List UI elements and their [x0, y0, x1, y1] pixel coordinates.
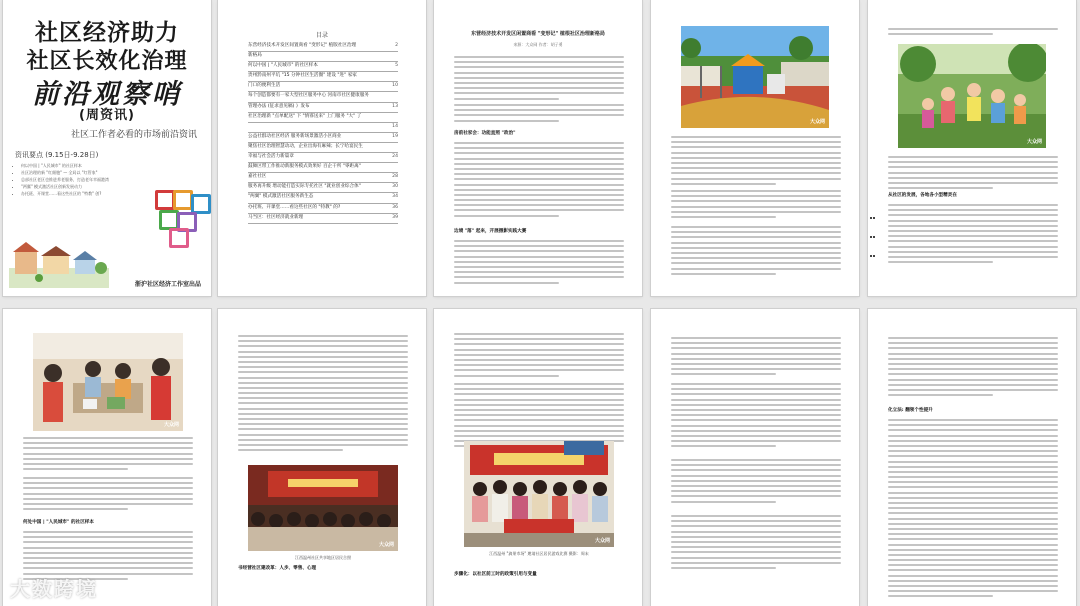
- toc-item-text: "两翼" 模式激活社区服务新生态: [248, 194, 314, 200]
- toc-item[interactable]: [248, 72, 398, 82]
- text-block: [454, 240, 624, 287]
- section-heading: 房前社家会：功能直照 "政治": [454, 131, 516, 136]
- text-block: [454, 142, 624, 220]
- section-heading: 步骤化：以社区前工时的政策引用与变量: [454, 572, 537, 577]
- text-block: [888, 156, 1058, 192]
- children-garden-photo: [898, 44, 1046, 148]
- toc-item[interactable]: [248, 42, 398, 52]
- toc-page[interactable]: [218, 0, 426, 296]
- toc-item-page: 2: [395, 43, 398, 48]
- community-meeting-photo: [33, 333, 183, 431]
- playground-photo: [681, 26, 829, 128]
- toc-item-text: 何以中国 | "人民城市" 的社区样本: [248, 63, 318, 69]
- toc-item-page: 19: [392, 133, 398, 139]
- toc-item-text: 公益社群动社区经济 服务新场景激活小区商业: [248, 133, 342, 139]
- photo-watermark: 大众网: [594, 538, 610, 544]
- cover-highlight-item: • 何以中国 | "人民城市" 的社区样本: [21, 162, 121, 169]
- cover-highlights-list: [13, 162, 121, 197]
- article-page-5[interactable]: [218, 309, 426, 606]
- text-block: [888, 419, 1058, 601]
- section-heading: 何处中国 | "人民城市" 的社区样本: [23, 520, 94, 525]
- photo-watermark: 大众网: [809, 119, 825, 125]
- text-block: [23, 477, 193, 513]
- text-block: [888, 28, 1058, 38]
- cover-subtitle: 社区工作者必看的市场前沿资讯: [70, 130, 197, 140]
- toc-item-page: 24: [392, 154, 398, 160]
- photo-caption: 江西温州社区共享地区居民合照: [295, 555, 351, 560]
- text-block: [671, 190, 841, 221]
- toc-item-page: 36: [392, 204, 398, 210]
- toc-item-page: 28: [392, 174, 398, 180]
- article-page-3[interactable]: [868, 0, 1076, 296]
- text-block: [671, 515, 841, 572]
- toc-item-text: 办托班、开课堂……看这些社区的 "特教" 的?: [248, 204, 341, 210]
- section-heading: 化立法: 翻领个性提升: [888, 408, 933, 413]
- toc-item[interactable]: [248, 214, 398, 224]
- text-block: [671, 136, 841, 188]
- cover-page[interactable]: [3, 0, 211, 296]
- toc-item[interactable]: [248, 82, 398, 92]
- cover-highlight-item: • 社区治理的新 "红细胞" — 全局以 "红管家": [21, 169, 121, 176]
- toc-item[interactable]: [248, 62, 398, 72]
- toc-list: [248, 42, 398, 224]
- toc-item[interactable]: [248, 183, 398, 193]
- toc-item-text: 新格局: [248, 53, 262, 59]
- toc-item[interactable]: [248, 52, 398, 62]
- toc-item-text: 东营经济技术开发区间置商看 "变形记" 植版社区治理: [248, 43, 357, 48]
- text-block: [671, 337, 841, 379]
- toc-item[interactable]: [248, 163, 398, 173]
- cover-highlight-item: • 办托班、开课堂……看这些社区的 "特教" 创?: [21, 190, 121, 197]
- toc-item-page: 10: [392, 83, 398, 89]
- toc-item[interactable]: [248, 153, 398, 163]
- article-page-8[interactable]: [868, 309, 1076, 606]
- audience-photo: [248, 465, 398, 551]
- toc-item-text: 社区治理新 "点单配送" 下 "情寡送来" 上门服务 "大" 了: [248, 113, 362, 119]
- cover-title-line3: 前沿观察哨: [32, 79, 182, 110]
- text-block: [238, 335, 408, 454]
- cover-title-line1: 社区经济助力: [35, 19, 179, 46]
- toc-item[interactable]: [248, 113, 398, 123]
- toc-item-page: 13: [392, 103, 398, 109]
- toc-item[interactable]: [248, 193, 398, 203]
- photo-watermark: 大众网: [163, 422, 179, 428]
- text-block: [454, 104, 624, 125]
- toc-item-text: 管理办法 (征求意见稿) 》发布: [248, 103, 310, 109]
- toc-item-page: 14: [392, 123, 398, 129]
- group-photo: [464, 441, 614, 547]
- article-page-1[interactable]: [434, 0, 642, 296]
- toc-item-text: 嘉社社区: [248, 174, 267, 180]
- toc-item[interactable]: [248, 133, 398, 143]
- toc-item-text: 聚焦社区治理智慧动动，企业出海有麻辣；长宁哈宴民生: [248, 143, 363, 149]
- toc-item-page: 5: [395, 63, 398, 69]
- section-heading: 边境 "落" 起来，开展摄影实践大赛: [454, 229, 527, 234]
- text-block: [671, 226, 841, 278]
- text-block: [454, 56, 624, 103]
- toc-item-text: 贵州黔南州平坑 "15 分钟社区生活圈" 建设 "进" 家家: [248, 73, 357, 79]
- cover-publisher: 浙沪社区经济工作室出品: [134, 281, 201, 288]
- photo-caption: 江西温州 "滴果市场" 邀请社区居民游戏比赛 摄影：周末: [489, 551, 589, 556]
- toc-item-text: 鼓舞区带工作推动新服务模式效果好 百企干所 "零距离": [248, 164, 361, 170]
- brand-watermark: 大数跨境: [10, 577, 98, 601]
- article-page-7[interactable]: [651, 309, 859, 606]
- article-meta: 来源：大众网 作者：胡子勇: [513, 42, 563, 47]
- article-page-4[interactable]: [3, 309, 211, 606]
- toc-item[interactable]: [248, 123, 398, 133]
- toc-item-text: 马当区：社区经济就业新理: [248, 214, 304, 220]
- cover-title-line2: 社区长效化治理: [26, 48, 188, 74]
- toc-item-text: 每个创造都要有一家大型社区服务中心 河南市社区健康服务: [248, 93, 369, 99]
- article-heading: 东营经济技术开发区闲置商看 "变形记" 植根社区治理新格局: [471, 31, 605, 37]
- text-block: [671, 383, 841, 450]
- cover-highlights-title: 资讯要点 (9.15日-9.28日): [15, 151, 99, 159]
- toc-item[interactable]: [248, 103, 398, 113]
- toc-item-text: 幸福与社会活力新篇章: [248, 154, 294, 160]
- section-heading: 从社区的发展，各地各小型精灵在: [888, 193, 957, 198]
- toc-item-page: 39: [392, 214, 398, 220]
- text-block: [454, 333, 624, 380]
- toc-item[interactable]: [248, 204, 398, 214]
- town-illustration-icon: [9, 238, 109, 288]
- toc-item-text: 门口的便利生活: [248, 83, 281, 89]
- photo-watermark: 大众网: [1026, 139, 1042, 145]
- toc-item-text: 服务再升级 增动能打造实际专托社区 "就业创业综合体": [248, 184, 361, 190]
- cover-highlight-item: • 总部社区老区也推进养老服务，打造老年幸福港湾: [21, 176, 121, 183]
- community-logo-icon: [155, 190, 207, 244]
- photo-watermark: 大众网: [378, 542, 394, 548]
- toc-item-page: 30: [392, 184, 398, 190]
- toc-item[interactable]: [248, 143, 398, 153]
- article-page-6[interactable]: [434, 309, 642, 606]
- text-block: [888, 204, 1058, 266]
- text-block: [671, 459, 841, 506]
- toc-item-page: 34: [392, 194, 398, 200]
- toc-item[interactable]: [248, 173, 398, 183]
- text-block: [888, 337, 1058, 399]
- cover-title-line4: (周资讯): [79, 108, 135, 123]
- toc-item[interactable]: [248, 92, 398, 102]
- article-page-2[interactable]: [651, 0, 859, 296]
- section-heading: 书经营社区建改革：人步、零售、心理: [238, 566, 317, 571]
- page-grid-icon[interactable]: [870, 205, 878, 262]
- cover-highlight-item: • "两翼" 模式激活社区创新发展动力: [21, 183, 121, 190]
- text-block: [23, 437, 193, 473]
- toc-heading: 目录: [315, 32, 328, 39]
